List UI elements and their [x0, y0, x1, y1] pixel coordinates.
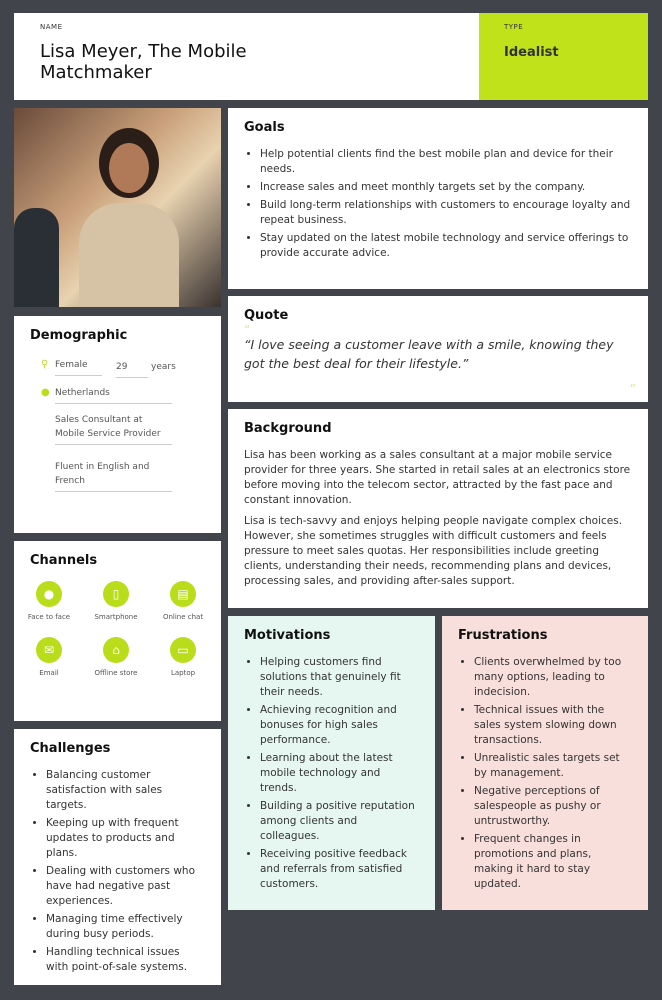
- channels-title: Channels: [30, 553, 98, 568]
- frustrations-card: [442, 616, 648, 910]
- channel-email: [19, 637, 79, 677]
- email-icon: ✉: [36, 637, 62, 663]
- channel-label: Laptop: [170, 669, 196, 677]
- background-paragraph: Lisa is tech-savvy and enjoys helping people navigate complex choices. However, she sometimes struggles with difficult customers and feels pressure to meet sales quotas. Her responsibilities include greeting clients, understanding their needs, recommending plans and devices, processing sales, and providing after-sales support.: [244, 515, 623, 587]
- challenges-card: [14, 729, 221, 985]
- demographic-title: Demographic: [30, 328, 128, 343]
- list-item: • Stay updated on the latest mobile technology and service offerings to provide accurate advice.: [260, 231, 632, 261]
- background-card: [228, 409, 648, 608]
- list-item: • Achieving recognition and bonuses for high sales performance.: [260, 703, 419, 748]
- person-icon: ●: [36, 581, 62, 607]
- list-item: • Technical issues with the sales system slowing down transactions.: [474, 703, 632, 748]
- demographic-card: [14, 316, 221, 533]
- close-quote-icon: ”: [629, 382, 636, 396]
- channel-label: Online chat: [162, 613, 204, 621]
- quote-card: [228, 296, 648, 402]
- location-pin-icon: ●: [41, 387, 50, 398]
- list-item: • Handling technical issues with point-of-sale systems.: [46, 945, 205, 975]
- list-item: • Clients overwhelmed by too many options, leading to indecision.: [474, 655, 632, 700]
- persona-photo: [14, 108, 221, 307]
- persona-name: Lisa Meyer, The Mobile Matchmaker: [40, 41, 247, 83]
- location-field: Netherlands: [55, 386, 172, 404]
- list-item: • Learning about the latest mobile technology and trends.: [260, 751, 419, 796]
- background-paragraph: Lisa has been working as a sales consultant at a major mobile service provider for three years. She started in retail sales at an electronics store before moving into the telecom sector, attracted by the fast pace and constant innovation.: [244, 449, 631, 506]
- list-item: • Help potential clients find the best mobile plan and device for their needs.: [260, 147, 632, 177]
- channel-laptop: [153, 637, 213, 677]
- list-item: • Build long-term relationships with customers to encourage loyalty and repeat business.: [260, 198, 632, 228]
- channel-smartphone: [86, 581, 146, 621]
- channel-label: Smartphone: [94, 613, 138, 621]
- open-quote-icon: “: [244, 323, 251, 337]
- type-header: [479, 13, 648, 100]
- challenges-title: Challenges: [30, 741, 111, 756]
- channel-online-chat: [153, 581, 213, 621]
- list-item: • Dealing with customers who have had negative past experiences.: [46, 864, 205, 909]
- house-icon: ⌂: [103, 637, 129, 663]
- frustrations-title: Frustrations: [458, 628, 548, 643]
- list-item: • Managing time effectively during busy periods.: [46, 912, 205, 942]
- name-header: [14, 13, 480, 100]
- quote-title: Quote: [244, 308, 289, 323]
- laptop-icon: ▭: [170, 637, 196, 663]
- goals-title: Goals: [244, 120, 285, 135]
- occupation-field: Sales Consultant at Mobile Service Provider: [55, 413, 172, 445]
- goals-card: [228, 108, 648, 289]
- list-item: • Increase sales and meet monthly targets set by the company.: [260, 180, 632, 195]
- channel-label: Email: [39, 669, 59, 677]
- list-item: • Balancing customer satisfaction with sales targets.: [46, 768, 205, 813]
- channel-face-to-face: [19, 581, 79, 621]
- channel-label: Offline store: [94, 669, 138, 677]
- chat-icon: ▤: [170, 581, 196, 607]
- quote-text: “I love seeing a customer leave with a smile, knowing they got the best deal for their lifestyle.”: [244, 337, 614, 371]
- persona-type: Idealist: [504, 45, 559, 60]
- channel-offline-store: [86, 637, 146, 677]
- list-item: • Frequent changes in promotions and plans, making it hard to stay updated.: [474, 832, 632, 892]
- type-label: TYPE: [504, 23, 524, 31]
- motivations-card: [228, 616, 435, 910]
- gender-field: Female: [55, 358, 102, 376]
- background-title: Background: [244, 421, 332, 436]
- age-unit: years: [151, 362, 176, 372]
- list-item: • Helping customers find solutions that genuinely fit their needs.: [260, 655, 419, 700]
- channel-label: Face to face: [27, 613, 71, 621]
- smartphone-icon: ▯: [103, 581, 129, 607]
- list-item: • Receiving positive feedback and referrals from satisfied customers.: [260, 847, 419, 892]
- search-icon: ⚲: [41, 359, 49, 370]
- age-field: 29: [116, 360, 148, 378]
- list-item: • Building a positive reputation among clients and colleagues.: [260, 799, 419, 844]
- list-item: • Negative perceptions of salespeople as pushy or untrustworthy.: [474, 784, 632, 829]
- list-item: • Unrealistic sales targets set by management.: [474, 751, 632, 781]
- motivations-title: Motivations: [244, 628, 331, 643]
- list-item: • Keeping up with frequent updates to products and plans.: [46, 816, 205, 861]
- languages-field: Fluent in English and French: [55, 460, 172, 492]
- channels-card: [14, 541, 221, 721]
- name-label: NAME: [40, 23, 63, 31]
